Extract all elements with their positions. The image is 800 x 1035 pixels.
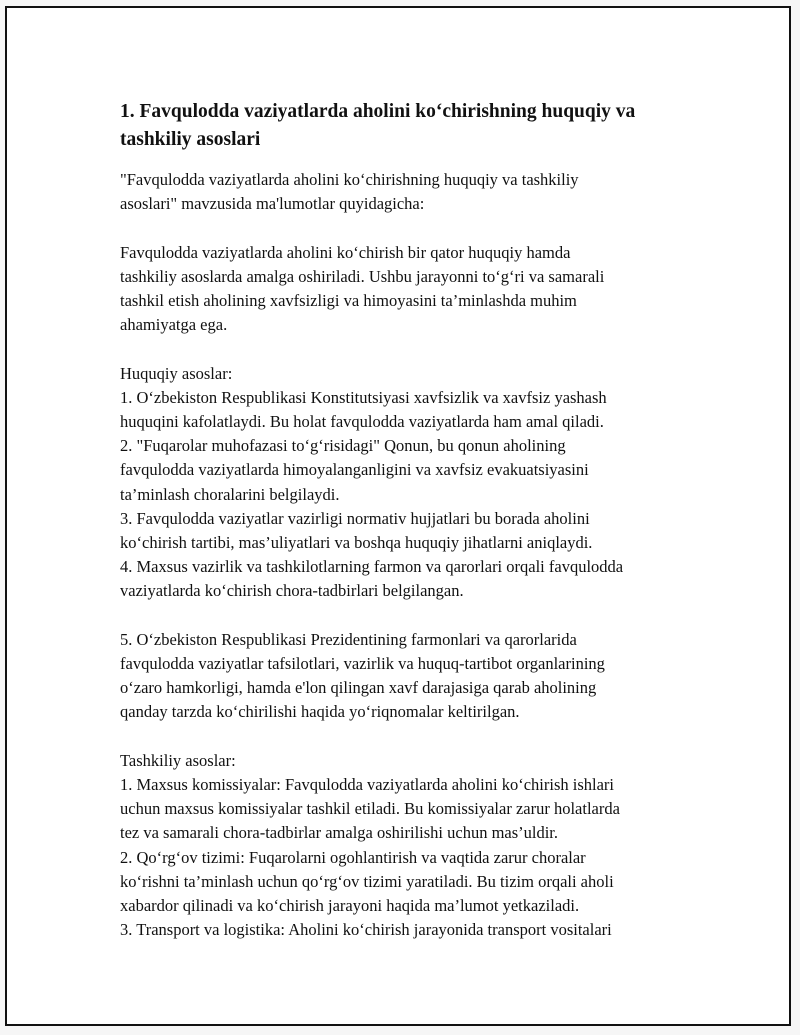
text-line: 2. "Fuqarolar muhofazasi to‘g‘risidagi" Qonun, bu qonun aholining xyxy=(120,436,566,456)
section-heading: Huquqiy asoslar: xyxy=(120,363,233,383)
text-line: uchun maxsus komissiyalar tashkil etiladi. Bu komissiyalar zarur holatlarda xyxy=(120,799,620,819)
text-line: xabardor qilinadi va ko‘chirish jarayoni haqida ma’lumot yetkaziladi. xyxy=(120,896,580,916)
document-page xyxy=(5,6,791,1026)
section-heading: Tashkiliy asoslar: xyxy=(120,750,236,770)
organizational-basis-section xyxy=(120,749,720,943)
text-line: ahamiyatga ega. xyxy=(120,315,228,335)
paragraph-gap xyxy=(120,337,720,361)
paragraph-gap xyxy=(120,604,720,628)
text-line: 3. Favqulodda vaziyatlar vazirligi normativ hujjatlari bu borada aholini xyxy=(120,508,590,528)
text-line: favqulodda vaziyatlar tafsilotlari, vazirlik va huquq-tartibot organlarining xyxy=(120,654,605,674)
document-content xyxy=(120,98,720,942)
intro-paragraph xyxy=(120,168,720,216)
text-line: 5. O‘zbekiston Respublikasi Prezidentining farmonlari va qarorlarida xyxy=(120,629,577,649)
text-line: huquqini kafolatlaydi. Bu holat favqulodda vaziyatlarda ham amal qiladi. xyxy=(120,412,604,431)
text-line: vaziyatlarda ko‘chirish chora-tadbirlari belgilangan. xyxy=(120,581,464,601)
text-line: 2. Qo‘rg‘ov tizimi: Fuqarolarni ogohlantirish va vaqtida zarur choralar xyxy=(120,847,586,867)
text-line: favqulodda vaziyatlarda himoyalanganligini va xavfsiz evakuatsiyasini xyxy=(120,460,589,480)
text-line: tez va samarali chora-tadbirlar amalga oshirilishi uchun mas’uldir. xyxy=(120,823,559,843)
title-line: tashkiliy asoslari xyxy=(120,129,261,150)
legal-basis-section xyxy=(120,362,720,604)
text-line: ta’minlash choralarini belgilaydi. xyxy=(120,484,340,504)
text-line: asoslari" mavzusida ma'lumotlar quyidagicha: xyxy=(120,194,425,214)
text-line: Favqulodda vaziyatlarda aholini ko‘chirish bir qator huquqiy hamda xyxy=(120,242,571,262)
paragraph-gap xyxy=(120,216,720,240)
text-line: "Favqulodda vaziyatlarda aholini ko‘chirishning huquqiy va tashkiliy xyxy=(120,170,579,189)
text-line: ko‘chirish tartibi, mas’uliyatlari va boshqa huquqiy jihatlarni aniqlaydi. xyxy=(120,533,593,553)
legal-item-5 xyxy=(120,628,720,725)
text-line: tashkiliy asoslarda amalga oshiriladi. Ushbu jarayonni to‘g‘ri va samarali xyxy=(120,266,605,286)
paragraph-overview xyxy=(120,241,720,338)
text-line: tashkil etish aholining xavfsizligi va himoyasini ta’minlashda muhim xyxy=(120,291,577,310)
text-line: 1. O‘zbekiston Respublikasi Konstitutsiyasi xavfsizlik va xavfsiz yashash xyxy=(120,387,607,407)
text-line: o‘zaro hamkorligi, hamda e'lon qilingan xavf darajasiga qarab aholining xyxy=(120,678,597,698)
document-title xyxy=(120,98,720,154)
text-line: 4. Maxsus vazirlik va tashkilotlarning farmon va qarorlari orqali favqulodda xyxy=(120,557,624,577)
text-line: ko‘rishni ta’minlash uchun qo‘rg‘ov tizimi yaratiladi. Bu tizim orqali aholi xyxy=(120,871,614,891)
text-line: qanday tarzda ko‘chirilishi haqida yo‘riqnomalar keltirilgan. xyxy=(120,702,520,722)
text-line: 1. Maxsus komissiyalar: Favqulodda vaziyatlarda aholini ko‘chirish ishlari xyxy=(120,775,614,795)
title-line: 1. Favqulodda vaziyatlarda aholini ko‘chirishning huquqiy va xyxy=(120,101,636,122)
paragraph-gap xyxy=(120,725,720,749)
text-line: 3. Transport va logistika: Aholini ko‘chirish jarayonida transport vositalari xyxy=(120,920,612,940)
